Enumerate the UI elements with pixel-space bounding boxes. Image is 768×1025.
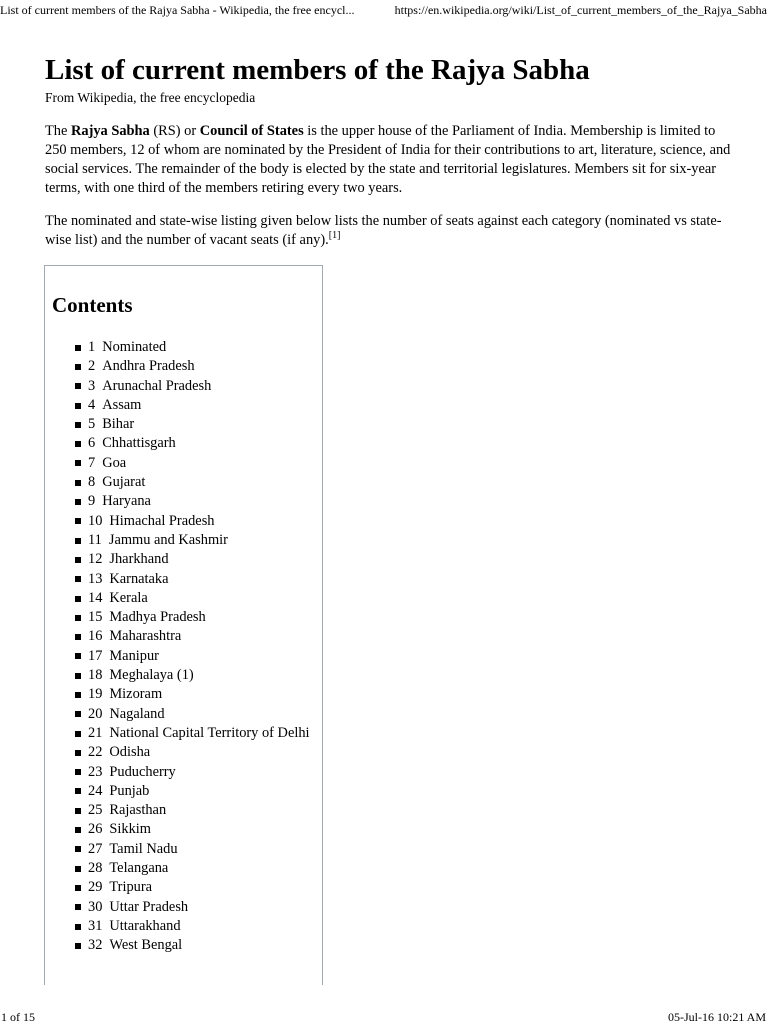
bullet-icon [75,557,81,563]
bullet-icon [75,846,81,852]
toc-item-number: 25 [88,802,103,819]
intro-text: (RS) or [149,123,200,139]
toc-item[interactable] [75,473,310,492]
bullet-icon [75,924,81,930]
toc-item-number: 14 [88,589,103,606]
toc-item[interactable] [75,820,310,839]
bullet-icon [75,480,81,486]
toc-item[interactable] [75,492,310,511]
bullet-icon [75,827,81,833]
toc-item-label[interactable]: Maharashtra [109,628,182,645]
bullet-icon [75,673,81,679]
toc-item-label[interactable]: Puducherry [109,763,176,780]
bullet-icon [75,711,81,717]
toc-item-label[interactable]: Karnataka [109,570,169,587]
bullet-icon [75,750,81,756]
page-title: List of current members of the Rajya Sabha [45,54,590,86]
toc-item-label[interactable]: Sikkim [109,821,151,838]
table-of-contents [44,265,323,985]
toc-item-number: 30 [88,898,103,915]
toc-item-number: 13 [88,570,103,587]
toc-item[interactable] [75,763,310,782]
bullet-icon [75,653,81,659]
toc-item-number: 24 [88,782,103,799]
bullet-icon [75,460,81,466]
toc-item-label[interactable]: Odisha [109,744,151,761]
toc-item[interactable] [75,627,310,646]
bullet-icon [75,422,81,428]
toc-item[interactable] [75,647,310,666]
toc-item[interactable] [75,801,310,820]
toc-item-number: 27 [88,840,103,857]
print-header-title: List of current members of the Rajya Sabha - Wikipedia, the free encycl... [0,3,355,17]
bullet-icon [75,499,81,505]
toc-item-number: 2 [88,358,96,375]
toc-item-label[interactable]: National Capital Territory of Delhi [109,724,310,741]
intro-text: is the upper house of the Parliament of India. Membership is limited to 250 members, 12 of whom are nominated by the President of India for their contributions to art, literature, science, and social services. The remainder of the body is elected by the state and territorial legislatures. Members sit for six-year terms, with one third of the members retiring every two years. [45,123,731,196]
toc-item-number: 10 [88,512,103,529]
toc-item[interactable] [75,454,310,473]
toc-item[interactable] [75,550,310,569]
bullet-icon [75,345,81,351]
toc-item-number: 29 [88,879,103,896]
toc-item-label[interactable]: Nagaland [109,705,165,722]
toc-item[interactable] [75,936,310,955]
print-timestamp: 05-Jul-16 10:21 AM [667,1010,766,1024]
toc-item[interactable] [75,531,310,550]
toc-item[interactable] [75,743,310,762]
council-of-states-link[interactable]: Council of States [199,123,304,139]
toc-item-number: 5 [88,416,96,433]
toc-item[interactable] [75,434,310,453]
bullet-icon [75,692,81,698]
toc-item[interactable] [75,666,310,685]
toc-item-label[interactable]: Uttarakhand [109,917,181,934]
bullet-icon [75,788,81,794]
toc-item[interactable] [75,512,310,531]
toc-item[interactable] [75,338,310,357]
intro-paragraph [45,122,735,198]
bullet-icon [75,943,81,949]
toc-item-number: 12 [88,551,103,568]
bullet-icon [75,904,81,910]
toc-item-number: 8 [88,474,96,491]
toc-item-label[interactable]: Madhya Pradesh [109,609,206,626]
toc-item-number: 28 [88,860,103,877]
listing-paragraph [45,212,735,250]
rajya-sabha-link[interactable]: Rajya Sabha [70,123,150,139]
toc-item-number: 11 [88,531,102,548]
page-indicator: 1 of 15 [1,1010,35,1024]
toc-item-number: 19 [88,686,103,703]
toc-item-label[interactable]: Haryana [102,493,151,510]
toc-item[interactable] [75,859,310,878]
toc-item-label[interactable]: Kerala [109,589,148,606]
toc-item-label[interactable]: Tripura [109,879,153,896]
toc-item-number: 7 [88,454,96,471]
bullet-icon [75,634,81,640]
toc-item[interactable] [75,898,310,917]
toc-item-label[interactable]: Andhra Pradesh [102,358,195,375]
toc-item-number: 26 [88,821,103,838]
toc-item[interactable] [75,415,310,434]
toc-item-label[interactable]: Punjab [109,782,150,799]
toc-item-number: 9 [88,493,96,510]
toc-item[interactable] [75,724,310,743]
bullet-icon [75,441,81,447]
bullet-icon [75,615,81,621]
toc-item[interactable] [75,608,310,627]
toc-item-label[interactable]: Tamil Nadu [109,840,178,857]
toc-item-label[interactable]: Assam [102,396,142,413]
toc-item-label[interactable]: Jharkhand [109,551,169,568]
toc-item-number: 15 [88,609,103,626]
bullet-icon [75,364,81,370]
intro-text: The [45,123,71,139]
listing-text: The nominated and state-wise listing given below lists the number of seats against each category (nominated vs state-wise list) and the number of vacant seats (if any). [45,213,722,248]
toc-item[interactable] [75,589,310,608]
reference-link[interactable]: [1] [328,230,341,242]
toc-item-label[interactable]: Goa [102,454,127,471]
bullet-icon [75,731,81,737]
page-subtitle: From Wikipedia, the free encyclopedia [45,90,256,105]
toc-item[interactable] [75,917,310,936]
toc-item[interactable] [75,782,310,801]
bullet-icon [75,576,81,582]
toc-item-label[interactable]: Himachal Pradesh [109,512,215,529]
toc-item-label[interactable]: Meghalaya (1) [109,667,194,684]
toc-item[interactable] [75,377,310,396]
toc-item[interactable] [75,840,310,859]
toc-item-number: 23 [88,763,103,780]
toc-item-number: 31 [88,917,103,934]
toc-item-label[interactable]: Arunachal Pradesh [102,377,212,394]
toc-item-number: 17 [88,647,103,664]
toc-item-label[interactable]: Uttar Pradesh [109,898,189,915]
toc-item-label[interactable]: Telangana [109,860,169,877]
bullet-icon [75,538,81,544]
bullet-icon [75,866,81,872]
toc-list [75,338,310,956]
bullet-icon [75,518,81,524]
bullet-icon [75,885,81,891]
toc-item[interactable] [75,705,310,724]
toc-item-label[interactable]: Jammu and Kashmir [108,531,228,548]
toc-item-number: 21 [88,724,103,741]
toc-item-label[interactable]: Mizoram [109,686,163,703]
toc-item-label[interactable]: Nominated [102,339,167,355]
bullet-icon [75,403,81,409]
toc-item-label[interactable]: West Bengal [109,937,183,954]
toc-item[interactable] [75,878,310,897]
toc-item-number: 3 [88,377,96,394]
toc-item-number: 6 [88,435,96,452]
print-header-url[interactable]: https://en.wikipedia.org/wiki/List_of_current_members_of_the_Rajya_Sabha [394,3,767,17]
toc-item-number: 1 [88,339,96,355]
toc-item[interactable] [75,396,310,415]
toc-item[interactable] [75,357,310,376]
toc-item-number: 32 [88,937,103,954]
bullet-icon [75,808,81,814]
bullet-icon [75,596,81,602]
toc-item-label[interactable]: Manipur [109,647,159,664]
bullet-icon [75,769,81,775]
toc-item[interactable] [75,570,310,589]
toc-title: Contents [52,293,133,317]
toc-item-label[interactable]: Chhattisgarh [102,435,176,452]
toc-item-number: 22 [88,744,103,761]
toc-item-label[interactable]: Bihar [102,416,135,433]
toc-item-number: 16 [88,628,103,645]
toc-item-label[interactable]: Rajasthan [109,802,167,819]
toc-item[interactable] [75,685,310,704]
toc-item-label[interactable]: Gujarat [102,474,146,491]
toc-item-number: 4 [88,396,96,413]
toc-item-number: 20 [88,705,103,722]
toc-item-number: 18 [88,667,103,684]
bullet-icon [75,383,81,389]
